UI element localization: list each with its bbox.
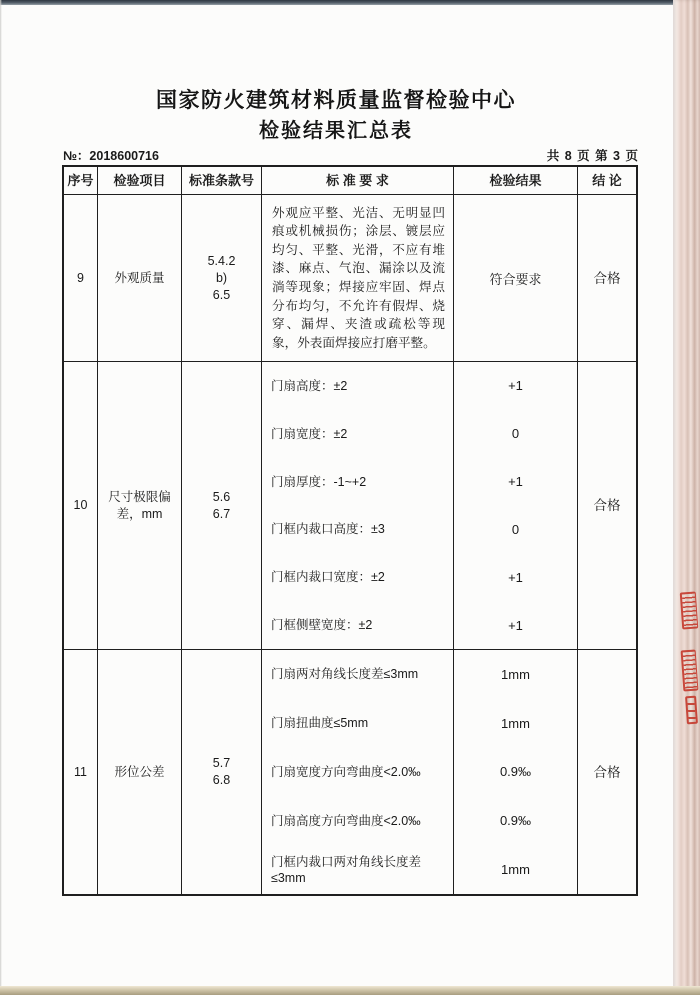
scan-bottom-edge — [0, 986, 700, 995]
requirement-text: 外观应平整、光洁、无明显凹痕或机械损伤；涂层、镀层应均匀、平整、光滑，不应有堆漆、麻点、气泡、漏涂以及流淌等现象；焊接应牢固、焊点分布均匀，不允许有假焊、烧穿、漏焊、夹渣或疏松等现象，外表面焊接应打磨平整。 — [262, 195, 454, 361]
item-name-line: 尺寸极限偏 — [108, 489, 171, 504]
item-name-line: 形位公差 — [114, 764, 165, 779]
scan-left-edge — [0, 0, 2, 995]
row-number: 11 — [64, 650, 98, 894]
table-header-row — [64, 167, 636, 195]
header-cell-5: 结 论 — [592, 173, 622, 188]
table-row-9 — [64, 195, 636, 362]
clause-line: 5.4.2 — [207, 253, 236, 268]
table-row-11 — [64, 650, 636, 894]
requirement-text: 门扇厚度：-1~+2 — [262, 458, 454, 506]
inspection-center-name: 国家防火建筑材料质量监督检验中心 — [156, 89, 516, 112]
clause-numbers — [182, 362, 262, 649]
header-cell-1: 检验项目 — [98, 167, 182, 194]
result-value: 1mm — [454, 845, 578, 894]
conclusion: 合格 — [593, 270, 621, 286]
result-value: +1 — [454, 553, 578, 601]
requirement-text: 门框内裁口两对角线长度差≤3mm — [262, 845, 454, 894]
conclusion: 合格 — [593, 498, 621, 513]
result-value: +1 — [454, 601, 578, 649]
row-number: 10 — [64, 362, 98, 649]
requirement-text: 门框内裁口宽度：±2 — [262, 553, 454, 601]
paper-stack-edge — [673, 0, 700, 995]
page-indicator: 共 8 页 第 3 页 — [546, 149, 639, 163]
clause-line: 6.7 — [212, 506, 231, 521]
header-cell-0: 序号 — [64, 167, 98, 194]
meta-row — [63, 146, 639, 164]
requirement-text: 门扇宽度：±2 — [262, 410, 454, 458]
clause-line: 6.5 — [212, 287, 231, 302]
requirement-text: 门框侧壁宽度：±2 — [262, 601, 454, 649]
clause-line: b) — [215, 270, 228, 285]
result-value: 0 — [454, 505, 578, 553]
requirement-text: 门扇高度方向弯曲度<2.0‰ — [262, 796, 454, 845]
result-value: 1mm — [454, 699, 578, 748]
report-number: №：2018600716 — [63, 149, 159, 163]
spec-list — [262, 362, 578, 649]
table-row-10 — [64, 362, 636, 650]
spec-list — [262, 650, 578, 894]
scan-top-edge — [0, 0, 700, 5]
result-value: 1mm — [454, 650, 578, 699]
summary-table — [62, 165, 638, 896]
row-number: 9 — [64, 195, 98, 361]
item-name — [98, 362, 182, 649]
item-name — [98, 195, 182, 361]
requirement-text: 门框内裁口高度：±3 — [262, 505, 454, 553]
conclusion: 合格 — [593, 764, 621, 780]
seal-stamp-fragment — [681, 650, 699, 692]
header-cell-4: 检验结果 — [454, 167, 578, 194]
result-value: 0.9‰ — [454, 748, 578, 797]
spec-list — [262, 195, 578, 361]
result-value: +1 — [454, 362, 578, 410]
sheet-title: 检验结果汇总表 — [259, 120, 413, 142]
item-name-line: 外观质量 — [114, 270, 165, 285]
seal-stamp-fragment — [680, 591, 699, 629]
clause-line: 5.6 — [212, 489, 231, 504]
clause-line: 5.7 — [212, 756, 231, 770]
result-value: 符合要求 — [454, 195, 578, 361]
seal-stamp-fragment — [685, 696, 698, 725]
requirement-text: 门扇高度：±2 — [262, 362, 454, 410]
requirement-text: 门扇宽度方向弯曲度<2.0‰ — [262, 748, 454, 797]
clause-numbers — [182, 650, 262, 894]
header-cell-2: 标准条款号 — [182, 167, 262, 194]
clause-numbers — [182, 195, 262, 361]
item-name — [98, 650, 182, 894]
result-value: 0 — [454, 410, 578, 458]
header-cell-3: 标 准 要 求 — [262, 167, 454, 194]
result-value: 0.9‰ — [454, 796, 578, 845]
item-name-line: 差，mm — [116, 506, 163, 521]
clause-line: 6.8 — [212, 773, 231, 787]
requirement-text: 门扇扭曲度≤5mm — [262, 699, 454, 748]
requirement-text: 门扇两对角线长度差≤3mm — [262, 650, 454, 699]
result-value: +1 — [454, 458, 578, 506]
